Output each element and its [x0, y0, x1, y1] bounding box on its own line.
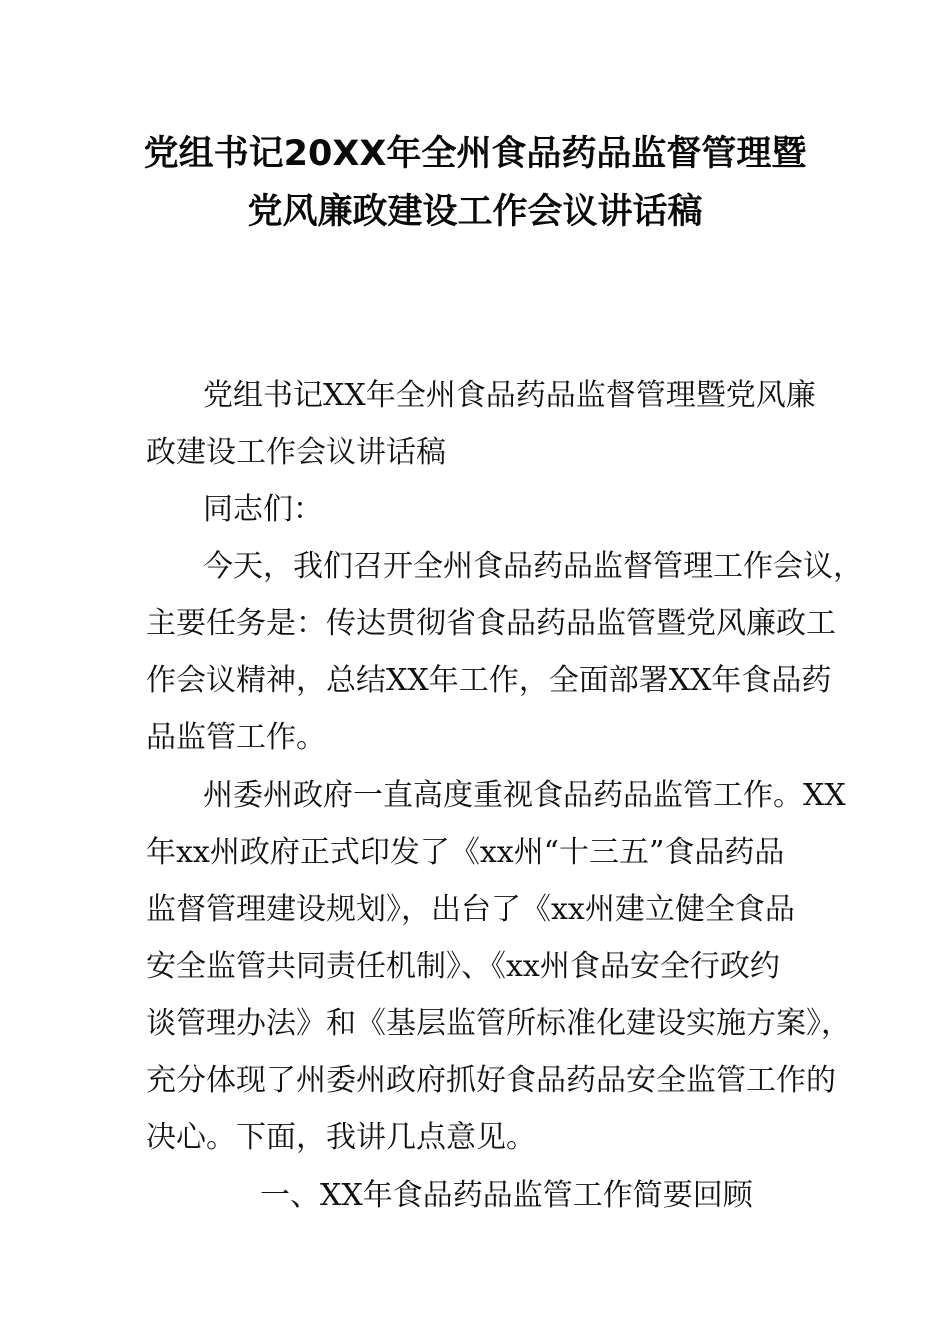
paragraph-line: 政建设工作会议讲话稿: [146, 435, 446, 470]
paragraph-line: 州委州政府一直高度重视食品药品监管工作。XX: [203, 778, 846, 813]
paragraph-line: 监督管理建设规划》，出台了《xx州建立健全食品: [146, 892, 795, 927]
paragraph-line: 谈管理办法》和《基层监管所标准化建设实施方案》，: [146, 1006, 851, 1041]
section-heading: 一、XX年食品药品监管工作简要回顾: [260, 1178, 753, 1213]
document-title-line-2: 党风廉政建设工作会议讲话稿: [247, 192, 703, 232]
document-title-line-1: 党组书记20XX年全州食品药品监督管理暨: [143, 134, 807, 174]
paragraph-line: 作会议精神，总结XX年工作，全面部署XX年食品药: [146, 663, 832, 698]
paragraph-line: 今天，我们召开全州食品药品监督管理工作会议，: [203, 549, 863, 584]
paragraph-line: 决心。下面，我讲几点意见。: [146, 1120, 536, 1155]
paragraph-line: 主要任务是：传达贯彻省食品药品监管暨党风廉政工: [146, 606, 836, 641]
salutation: 同志们：: [203, 492, 323, 527]
paragraph-line: 安全监管共同责任机制》、《xx州食品安全行政约: [146, 949, 780, 984]
paragraph-line: 充分体现了州委州政府抓好食品药品安全监管工作的: [146, 1063, 836, 1098]
paragraph-line: 党组书记XX年全州食品药品监督管理暨党风廉: [203, 378, 816, 413]
paragraph-line: 品监管工作。: [146, 720, 326, 755]
paragraph-line: 年xx州政府正式印发了《xx州“十三五”食品药品: [146, 835, 785, 870]
